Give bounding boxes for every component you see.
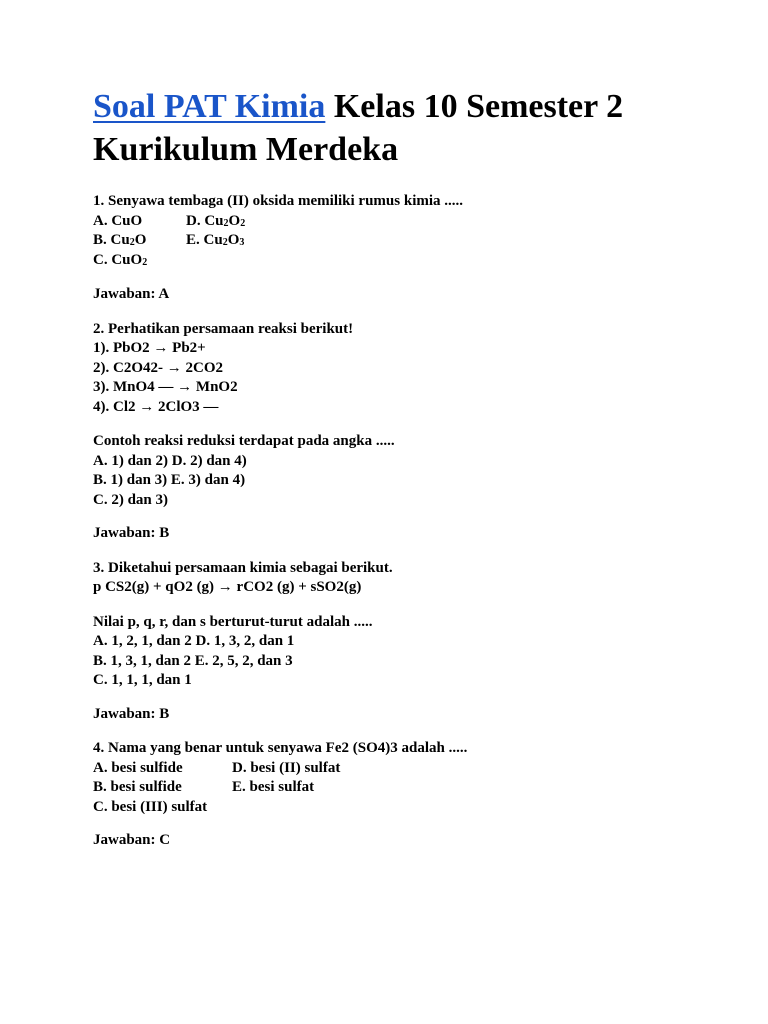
question-3-equation: p CS2(g) + qO2 (g) → rCO2 (g) + sSO2(g) — [93, 579, 362, 595]
question-3-intro: 3. Diketahui persamaan kimia sebagai berikut. — [93, 559, 393, 576]
question-1-options-row-2 — [93, 231, 768, 251]
q2-options-row-2: B. 1) dan 3) E. 3) dan 4) — [93, 472, 246, 488]
question-1-text: 1. Senyawa tembaga (II) oksida memiliki rumus kimia ..... — [93, 193, 464, 209]
q4-option-b: B. besi sulfide — [93, 779, 182, 795]
q4-option-a: A. besi sulfide — [93, 759, 183, 776]
question-1 — [93, 192, 768, 305]
title-text-line1: Kelas 10 Semester 2 — [325, 88, 624, 125]
q2-options-row-1: A. 1) dan 2) D. 2) dan 4) — [93, 452, 247, 469]
q3-options-row-1: A. 1, 2, 1, dan 2 D. 1, 3, 2, dan 1 — [93, 633, 295, 649]
question-2-answer: Jawaban: B — [93, 525, 170, 541]
question-3-answer: Jawaban: B — [93, 705, 170, 722]
question-3 — [93, 559, 768, 725]
q1-option-c: C. CuO$_2$ — [93, 251, 148, 268]
q4-options-row-1 — [93, 759, 768, 779]
reaction-1: 1). PbO2 → Pb2+ — [93, 340, 206, 356]
q4-options-row-2 — [93, 778, 768, 798]
page-title — [93, 85, 693, 171]
q2-options-row-3: C. 2) dan 3) — [93, 491, 169, 508]
reaction-2: 2). C2O42- → 2CO2 — [93, 359, 223, 376]
question-4-answer: Jawaban: C — [93, 832, 171, 848]
question-3-text: Nilai p, q, r, dan s berturut-turut adalah ..... — [93, 613, 373, 630]
question-2-intro: 2. Perhatikan persamaan reaksi berikut! — [93, 320, 354, 337]
title-text-line2: Kurikulum Merdeka — [93, 131, 399, 168]
q1-option-b: B. $Cu_2O$ — [93, 232, 147, 248]
q4-option-e: E. besi sulfat — [232, 779, 315, 795]
question-2 — [93, 320, 768, 544]
q3-options-row-2: B. 1, 3, 1, dan 2 E. 2, 5, 2, dan 3 — [93, 652, 293, 669]
q3-options-row-3: C. 1, 1, 1, dan 1 — [93, 672, 192, 688]
title-link[interactable]: Soal PAT Kimia — [93, 88, 326, 125]
reaction-4: 4). Cl2 → 2ClO3 — — [93, 398, 219, 415]
question-4 — [93, 739, 768, 851]
q4-option-d: D. besi (II) sulfat — [232, 759, 341, 776]
q1-option-d: D. $Cu_2O_2$ — [186, 212, 246, 229]
question-1-options-row-1 — [93, 212, 768, 232]
q1-option-a: A. CuO — [93, 212, 143, 229]
question-1-answer: Jawaban: A — [93, 286, 170, 302]
q1-option-e: E. $Cu_2O_3$ — [186, 232, 245, 248]
question-4-text: 4. Nama yang benar untuk senyawa Fe2 (SO4)3 adalah ..... — [93, 740, 468, 756]
q4-option-c: C. besi (III) sulfat — [93, 798, 208, 815]
reaction-3: 3). MnO4 — → MnO2 — [93, 379, 238, 395]
question-2-text: Contoh reaksi reduksi terdapat pada angka ..... — [93, 433, 395, 449]
